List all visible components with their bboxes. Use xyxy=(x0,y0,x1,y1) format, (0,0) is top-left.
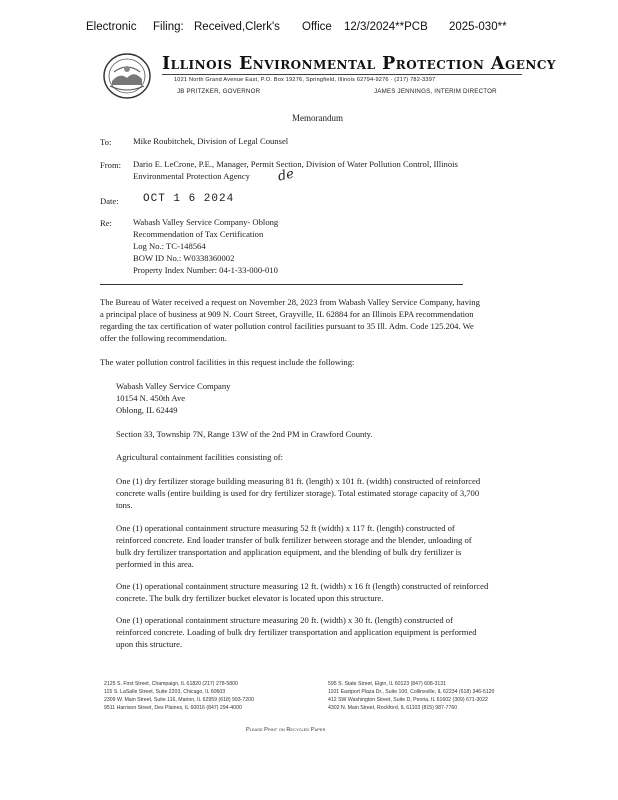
item-2-line-1: One (1) operational containment structure measuring 52 ft (width) x 117 ft. (length) constructed of xyxy=(116,523,455,533)
from-line-2: Environmental Protection Agency xyxy=(133,171,250,181)
item-2-line-2: reinforced concrete. End loader transfer of bulk fertilizer between storage and the blender, unloading of xyxy=(116,535,472,545)
filing-stamp-filing: Filing: xyxy=(153,21,184,33)
item-2-line-3: bulk dry fertilizer transportation and application equipment, and the blending of bulk dry fertilizer is xyxy=(116,547,462,557)
date-label: Date: xyxy=(100,196,119,206)
footer-right-office-2: 1101 Eastport Plaza Dr., Suite 100, Collinsville, IL 62234 (618) 346-5120 xyxy=(328,689,495,695)
re-line-4: BOW ID No.: W0338360002 xyxy=(133,253,235,263)
footer-left-office-2: 115 S. LaSalle Street, Suite 2203, Chicago, IL 60603 xyxy=(104,689,226,695)
filing-stamp-received: Received,Clerk's xyxy=(194,21,280,33)
from-line-1: Dario E. LeCrone, P.E., Manager, Permit Section, Division of Water Pollution Control, Illinois xyxy=(133,159,458,169)
memo-title: Memorandum xyxy=(292,113,343,123)
filing-stamp-office: Office xyxy=(302,21,332,33)
footer-left-office-4: 9511 Harrison Street, Des Plaines, IL 60016 (847) 294-4000 xyxy=(104,705,242,711)
location-line-1: Wabash Valley Service Company xyxy=(116,381,231,391)
intro-line-1: The Bureau of Water received a request on November 28, 2023 from Wabash Valley Service Company, having xyxy=(100,297,480,307)
footer-right-office-4: 4302 N. Main Street, Rockford, IL 61103 (815) 987-7760 xyxy=(328,705,458,711)
signature-initials: de xyxy=(276,166,296,185)
agency-address: 1021 North Grand Avenue East, P.O. Box 19276, Springfield, Illinois 62794-9276 · (217) 782-3397 xyxy=(174,77,436,83)
location-line-2: 10154 N. 450th Ave xyxy=(116,393,186,403)
director-name: JAMES JENNINGS, INTERIM DIRECTOR xyxy=(374,88,497,95)
re-line-1: Wabash Valley Service Company- Oblong xyxy=(133,217,279,227)
memo-divider xyxy=(100,284,463,285)
filing-stamp-electronic: Electronic xyxy=(86,21,137,33)
ag-containment-header: Agricultural containment facilities consisting of: xyxy=(116,452,284,462)
item-4-line-1: One (1) operational containment structure measuring 20 ft. (width) x 30 ft. (length) constructed of xyxy=(116,615,453,625)
item-4-line-2: reinforced concrete. Loading of bulk dry fertilizer transportation and application equipment is performed xyxy=(116,627,477,637)
item-3-line-2: concrete. The bulk dry fertilizer bucket elevator is located upon this structure. xyxy=(116,593,384,603)
date-value: OCT 1 6 2024 xyxy=(143,193,235,205)
item-1-line-3: tons. xyxy=(116,500,133,510)
recycled-paper-note: Please Print on Recycled Paper xyxy=(246,727,326,733)
facilities-intro: The water pollution control facilities in this request include the following: xyxy=(100,357,355,367)
re-line-5: Property Index Number: 04-1-33-000-010 xyxy=(133,265,278,275)
agency-name: Illinois Environmental Protection Agency xyxy=(162,54,556,74)
filing-stamp-docket: 2025-030** xyxy=(449,21,507,33)
state-seal-logo xyxy=(102,52,152,100)
to-value: Mike Roubitchek, Division of Legal Counsel xyxy=(133,136,289,146)
footer-right-office-3: 412 SW Washington Street, Suite D, Peoria, IL 61602 (309) 671-3022 xyxy=(328,697,488,703)
filing-stamp-date: 12/3/2024**PCB xyxy=(344,21,428,33)
item-4-line-3: upon this structure. xyxy=(116,639,183,649)
location-line-3: Oblong, IL 62449 xyxy=(116,405,178,415)
re-line-2: Recommendation of Tax Certification xyxy=(133,229,264,239)
item-1-line-1: One (1) dry fertilizer storage building measuring 81 ft. (length) x 101 ft. (width) constructed of reinforced xyxy=(116,476,481,486)
re-line-3: Log No.: TC-148564 xyxy=(133,241,206,251)
letterhead-rule xyxy=(162,74,522,75)
re-label: Re: xyxy=(100,218,112,228)
intro-line-3: regarding the tax certification of water pollution control facilities pursuant to 35 Ill. Adm. Code 125.204. We xyxy=(100,321,474,331)
to-label: To: xyxy=(100,137,112,147)
item-1-line-2: concrete walls (entire building is used for dry fertilizer storage). Total estimated storage capacity of 3,700 xyxy=(116,488,480,498)
footer-right-office-1: 595 S. State Street, Elgin, IL 60123 (847) 608-3131 xyxy=(328,681,447,687)
from-label: From: xyxy=(100,160,122,170)
intro-line-4: offer the following recommendation. xyxy=(100,333,227,343)
governor-name: JB PRITZKER, GOVERNOR xyxy=(177,88,261,95)
section-description: Section 33, Township 7N, Range 13W of the 2nd PM in Crawford County. xyxy=(116,429,373,439)
footer-left-office-3: 2309 W. Main Street, Suite 116, Marion, IL 62959 (618) 993-7200 xyxy=(104,697,254,703)
item-2-line-4: performed in this area. xyxy=(116,559,194,569)
intro-line-2: a principal place of business at 909 N. Court Street, Grayville, IL 62884 for an Illinois EPA recommendation xyxy=(100,309,474,319)
item-3-line-1: One (1) operational containment structure measuring 12 ft. (width) x 16 ft (length) constructed of reinforced xyxy=(116,581,489,591)
footer-left-office-1: 2125 S. First Street, Champaign, IL 61820 (217) 278-5800 xyxy=(104,681,238,687)
